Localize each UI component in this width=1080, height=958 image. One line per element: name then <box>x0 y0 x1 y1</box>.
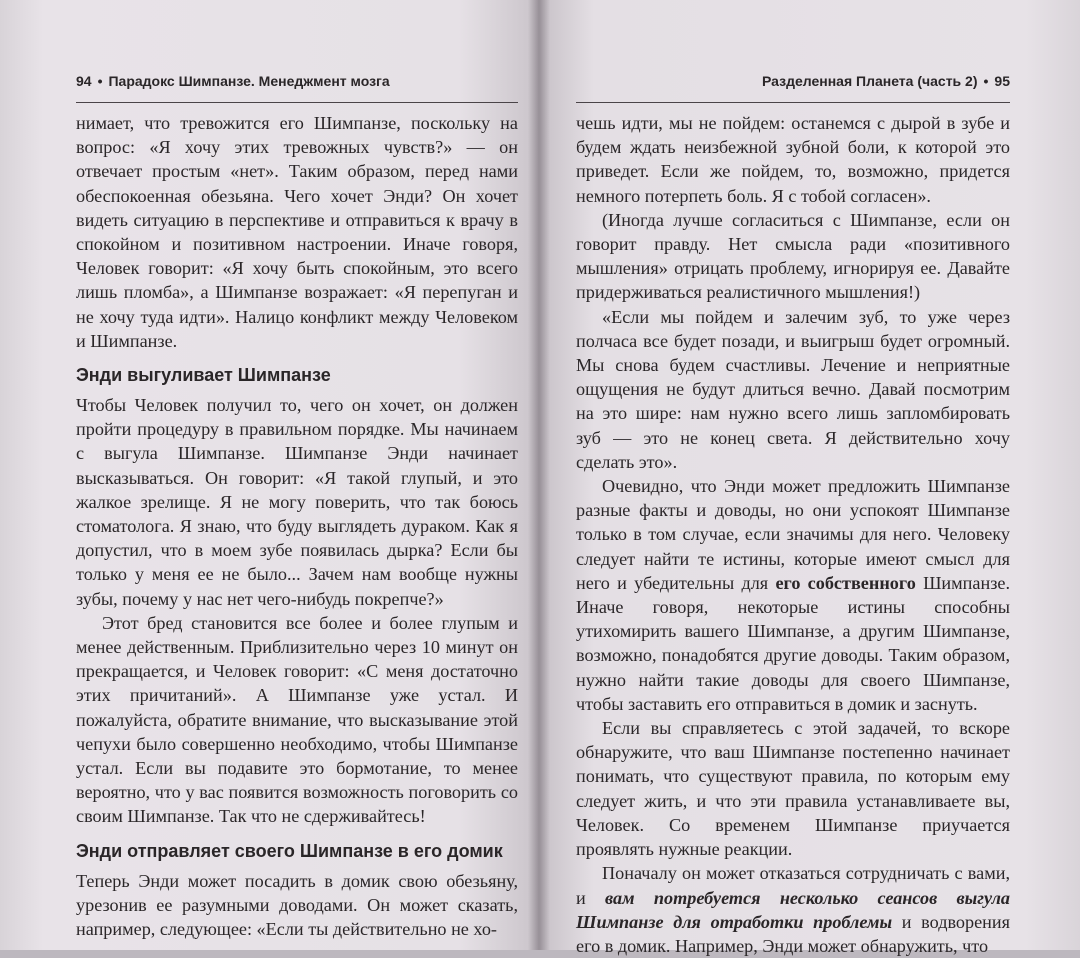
left-header-rule <box>76 102 518 103</box>
left-paragraph-4: Теперь Энди может посадить в домик свою обезьяну, урезонив ее разумными доводами. Он может сказать, например, следующее: «Если ты действительно не хо- <box>76 870 518 940</box>
left-page-text <box>76 111 518 941</box>
section-heading-walking: Энди выгуливает Шимпанзе <box>76 365 331 386</box>
left-page-number: 94 <box>76 73 92 89</box>
right-paragraph-6-part-a: Поначалу он может отказаться сотрудничать с вами, и <box>576 863 1010 908</box>
left-paragraph-2: Чтобы Человек получил то, чего он хочет, он должен пройти процедуру в правильном порядке. Мы начинаем с выгула Шимпанзе. Шимпанзе Энди начинает высказываться. Он говорит: «Я такой глупый, и это жалкое зрелище. Я не могу поверить, что так боюсь стоматолога. Я знаю, что буду выглядеть дураком. Как я допустил, что в моем зубе появилась дырка? Если бы только у меня ее не было... Зачем нам вообще нужны зубы, почему у нас нет чего-нибудь покрепче?» <box>76 395 518 609</box>
right-paragraph-2: (Иногда лучше согласиться с Шимпанзе, если он говорит правду. Нет смысла ради «позитивного мышления» отрицать проблему, игнорируя ее. Давайте придерживаться реалистичного мышления!) <box>576 209 1010 303</box>
right-paragraph-6-part-b: и водворения его в домик. Например, Энди может обнаружить, что <box>576 911 1010 956</box>
right-page-text <box>576 111 1010 958</box>
right-running-head <box>576 70 1010 92</box>
left-running-title: Парадокс Шимпанзе. Менеджмент мозга <box>108 73 390 89</box>
left-paragraph-1: нимает, что тревожится его Шимпанзе, поскольку на вопрос: «Я хочу этих тревожных чувств?» — он отвечает простым «нет». Таким образом, перед нами обеспокоенная обезьяна. Чего хочет Энди? Он хочет видеть ситуацию в перспективе и отправиться к врачу в спокойном и позитивном настроении. Иначе говоря, Человек говорит: «Я хочу быть спокойным, это всего лишь пломба», а Шимпанзе возражает: «Я перепуган и не хочу туда идти». Налицо конфликт между Человеком и Шимпанзе. <box>76 113 518 351</box>
right-paragraph-6-bold-italic: вам потребуется несколько сеансов выгула Шимпанзе для отработки проблемы <box>576 887 1011 932</box>
right-header-rule <box>576 102 1010 103</box>
section-heading-house: Энди отправляет своего Шимпанзе в его домик <box>76 840 503 861</box>
right-paragraph-5: Если вы справляетесь с этой задачей, то вскоре обнаружите, что ваш Шимпанзе постепенно начинает понимать, что существуют правила, по которым ему следует жить, и что эти правила устанавливаете вы, Человек. Со временем Шимпанзе приучается проявлять нужные реакции. <box>576 718 1010 860</box>
right-page <box>540 0 1080 956</box>
right-paragraph-6 <box>576 861 1010 958</box>
left-page <box>0 0 540 950</box>
left-running-head <box>76 70 518 92</box>
left-paragraph-3: Этот бред становится все более и более глупым и менее действенным. Приблизительно через 10 минут он прекращается, и Человек говорит: «С меня достаточно этих причитаний». А Шимпанзе уже устал. И пожалуйста, обратите внимание, что высказывание этой чепухи было совершенно необходимо, чтобы Шимпанзе устал. Если вы подавите это бормотание, то менее вероятно, что у вас появится возможность поговорить со своим Шимпанзе. Так что не сдерживайтесь! <box>76 612 518 827</box>
right-page-number: 95 <box>994 73 1010 89</box>
book-gutter <box>528 0 550 950</box>
right-paragraph-4-part-a: Очевидно, что Энди может предложить Шимпанзе разные факты и доводы, но они успокоят Шимпанзе только в том случае, если значимы для него. Человеку следует найти те истины, которые имеют смысл для него и убедительны для <box>576 476 1010 593</box>
right-running-title: Разделенная Планета (часть 2) <box>762 73 978 89</box>
right-paragraph-4-part-b: Шимпанзе. Иначе говоря, некоторые истины способны утихомирить вашего Шимпанзе, а другим Шимпанзе, возможно, понадобятся другие доводы. Таким образом, нужно найти такие доводы для своего Шимпанзе, чтобы заставить его отправиться в домик и заснуть. <box>576 572 1010 714</box>
bullet-icon: • <box>983 73 989 89</box>
right-paragraph-4-bold: его собственного <box>775 572 916 593</box>
right-paragraph-4 <box>576 474 1010 716</box>
bullet-icon: • <box>97 73 103 89</box>
right-paragraph-1: чешь идти, мы не пойдем: останемся с дырой в зубе и будем ждать неизбежной зубной боли, к которой это приведет. Если же пойдем, то, возможно, придется немного потерпеть боль. Я с тобой согласен». <box>576 113 1010 206</box>
right-paragraph-3: «Если мы пойдем и залечим зуб, то уже через полчаса все будет позади, и выигрыш будет огромный. Мы снова будем счастливы. Лечение и неприятные ощущения не будут длиться вечно. Давай посмотрим на это шире: нам нужно всего лишь запломбировать зуб — это не конец света. Я действительно хочу сделать это». <box>576 306 1010 472</box>
